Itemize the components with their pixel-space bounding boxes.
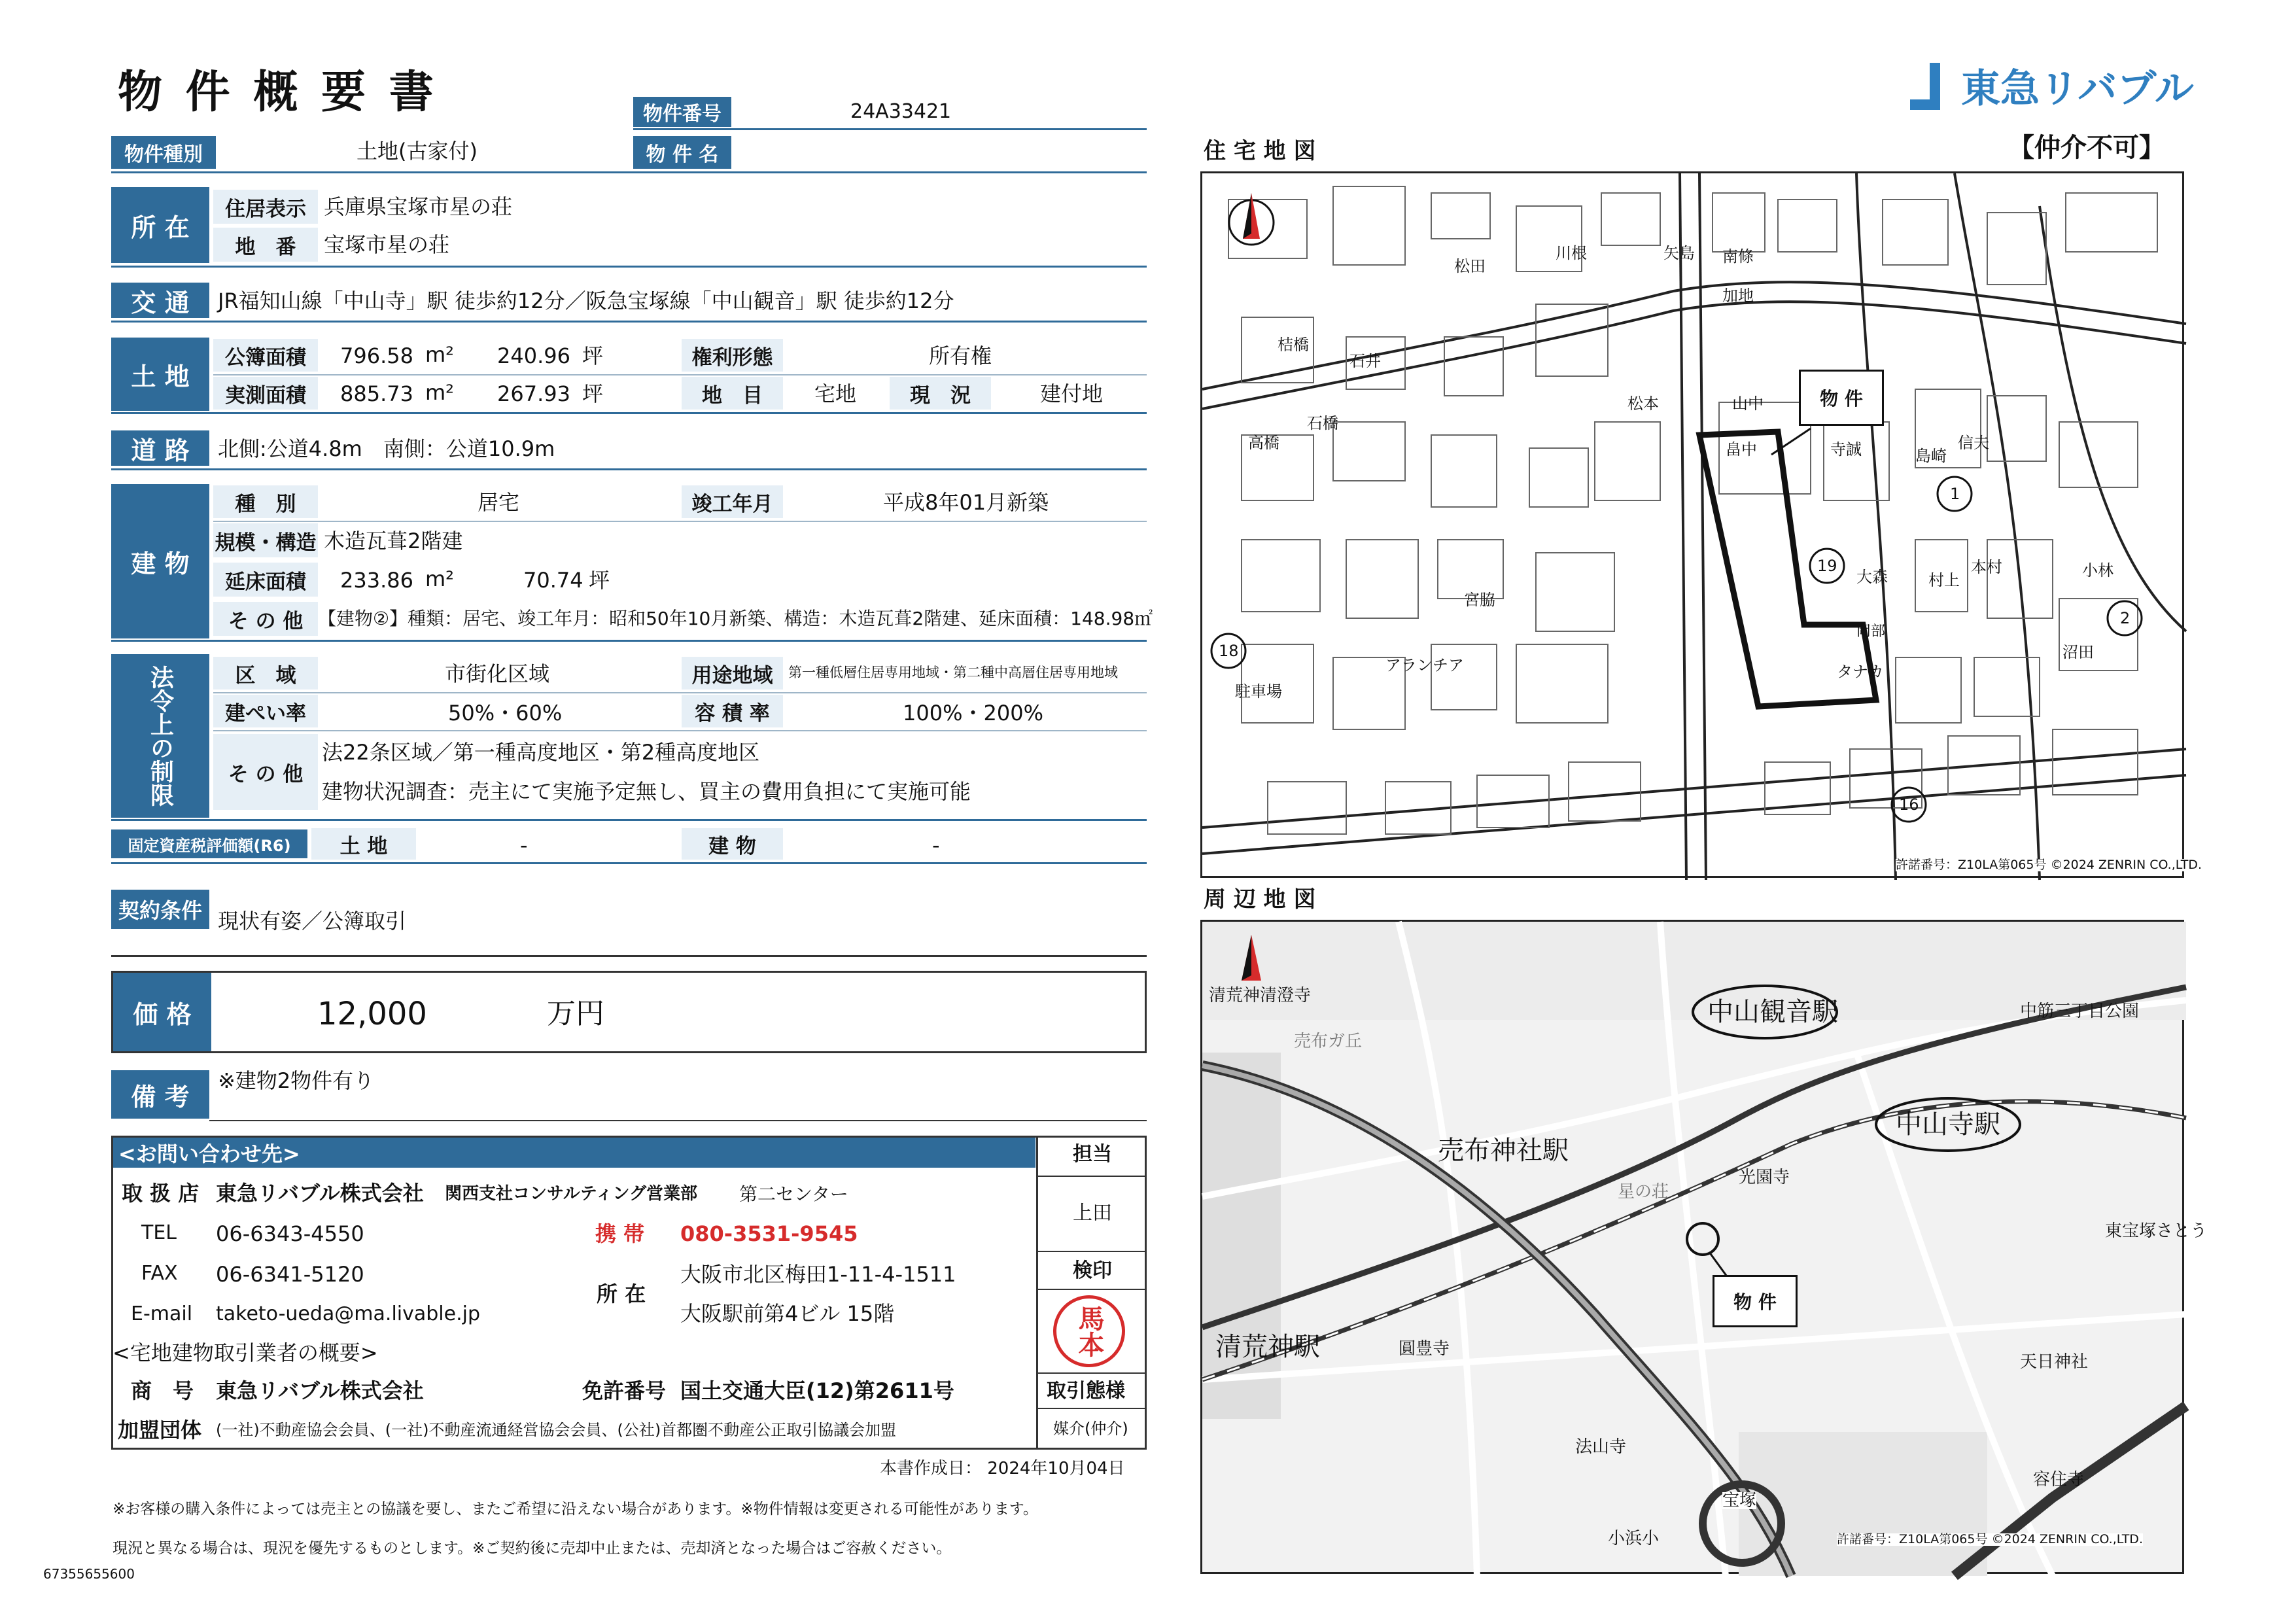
- map-number-18: 18: [1219, 642, 1239, 660]
- building-type-value: 居宅: [478, 490, 520, 515]
- staff-name: 上田: [1073, 1202, 1112, 1225]
- license-value: 国土交通大臣(12)第2611号: [680, 1378, 954, 1403]
- tel-value[interactable]: 06-6343-4550: [216, 1221, 364, 1246]
- road-label: 道 路: [111, 430, 209, 466]
- lot-label: 地 番: [213, 228, 318, 262]
- map-label-hatanaka: 畠中: [1726, 440, 1757, 459]
- mode-label: 取引態様: [1047, 1380, 1125, 1403]
- bcr-label: 建ぺい率: [213, 695, 318, 727]
- land-category-value: 宅地: [814, 381, 857, 406]
- address-label: 住居表示: [213, 190, 318, 224]
- map-label-matsuda: 松田: [1454, 257, 1486, 275]
- legal-other-label: そ の 他: [213, 734, 318, 810]
- handler-branch: 関西支社コンサルティング営業部: [445, 1184, 698, 1204]
- property-callout: [1799, 370, 1884, 426]
- map-label-okabe: 岡部: [1856, 623, 1886, 640]
- land-status-label: 現 況: [890, 377, 991, 410]
- map-label-parking: 駐車場: [1235, 682, 1282, 701]
- map-label-miyawaki: 宮脇: [1464, 591, 1495, 609]
- broker-header: <宅地建物取引業者の概要>: [113, 1340, 378, 1365]
- created-date: 本書作成日： 2024年10月04日: [880, 1459, 1125, 1478]
- building-other-value: 【建物②】種類：居宅、竣工年月：昭和50年10月新築、構造：木造瓦葺2階建、延床面積：148.98㎡: [318, 608, 1153, 629]
- map-label-tanaka: タナカ: [1837, 663, 1884, 681]
- mobile-value[interactable]: 080-3531-9545: [680, 1221, 858, 1246]
- area-property-callout: [1713, 1275, 1798, 1327]
- station-nakayamadera: 中山寺駅: [1896, 1109, 2000, 1140]
- map-number-16: 16: [1899, 795, 1919, 814]
- contract-value: 現状有姿／公簿取引: [218, 909, 407, 934]
- remarks-value: ※建物2物件有り: [218, 1068, 375, 1093]
- floor-area-label: 延床面積: [213, 563, 318, 597]
- map-label-matsumoto: 松本: [1627, 394, 1659, 413]
- name-label: 物 件 名: [633, 136, 731, 169]
- housing-map-title: 住 宅 地 図: [1204, 138, 1316, 164]
- kind-value: 土地(古家付): [357, 139, 478, 164]
- map-number-2: 2: [2120, 609, 2131, 627]
- bcr-value: 50%・60%: [448, 701, 563, 725]
- staff-label: 担当: [1073, 1143, 1112, 1166]
- legal-other-line2: 建物状況調査：売主にて実施予定無し、買主の費用負担にて実施可能: [322, 779, 971, 804]
- access-label: 交 通: [111, 283, 209, 318]
- email-value[interactable]: taketo-ueda@ma.livable.jp: [216, 1302, 481, 1325]
- area-map-copyright: 許諾番号：Z10LA第065号 ©2024 ZENRIN CO.,LTD.: [1837, 1532, 2143, 1546]
- price-box: [111, 971, 1147, 1053]
- map-label-shimazaki: 島崎: [1915, 447, 1947, 465]
- map-label-nanjo: 南條: [1722, 247, 1754, 266]
- floor-area-tsubo-unit: 坪: [589, 568, 610, 593]
- area-label-seichoji: 清荒神清澄寺: [1209, 986, 1312, 1005]
- address-value: 兵庫県宝塚市星の荘: [324, 194, 513, 219]
- built-value: 平成8年01月新築: [883, 490, 1049, 515]
- map-label-omori: 大森: [1856, 568, 1888, 586]
- far-value: 100%・200%: [903, 701, 1043, 725]
- area-label-hoshinoso: 星の荘: [1618, 1182, 1669, 1202]
- measured-area-m2-unit: m²: [425, 380, 454, 405]
- document-code: 67355655600: [43, 1566, 135, 1582]
- lot-value: 宝塚市星の荘: [324, 232, 450, 257]
- road-value: 北側:公道4.8m 南側：公道10.9m: [218, 436, 555, 461]
- contract-label: 契約条件: [111, 890, 209, 929]
- tax-land-label: 土 地: [311, 828, 416, 860]
- map-label-kitsuhashi: 桔橋: [1278, 336, 1309, 354]
- fax-value: 06-6341-5120: [216, 1262, 364, 1287]
- tax-label: 固定資産税評価額(R6): [111, 829, 307, 858]
- area-label-kohama: 小浜小: [1608, 1529, 1660, 1548]
- map-label-motomura: 本村: [1971, 558, 2002, 576]
- approval-seal: [1053, 1295, 1125, 1367]
- map-label-takahashi: 高橋: [1248, 434, 1279, 452]
- use-zone-value: 第一種低層住居専用地域・第二種中高層住居専用地域: [788, 665, 1118, 680]
- contact-header: <お問い合わせ先>: [113, 1138, 1035, 1168]
- official-area-tsubo-unit: 坪: [582, 343, 604, 368]
- area-label-koonji: 光園寺: [1739, 1168, 1790, 1187]
- floor-area-m2: 233.86: [340, 568, 413, 593]
- land-status-value: 建付地: [1040, 381, 1104, 406]
- footer-note-2: 現況と異なる場合は、現況を優先するものとします。※ご契約後に売却中止または、売却済となった場合はご容赦ください。: [113, 1540, 952, 1557]
- no-broker-label: 【仲介不可】: [2008, 133, 2165, 163]
- measured-area-m2: 885.73: [340, 381, 413, 406]
- area-map: [1200, 920, 2208, 1574]
- area-label-tennichi: 天日神社: [2020, 1352, 2089, 1372]
- office-address-label: 所 在: [597, 1282, 646, 1306]
- map-label-terasei: 寺誠: [1830, 440, 1862, 459]
- price-label: 価 格: [113, 973, 211, 1051]
- map-label-kawane: 川根: [1556, 244, 1587, 262]
- tax-building-value: -: [932, 833, 940, 858]
- station-nakayama-kannon: 中山観音駅: [1707, 997, 1838, 1027]
- remarks-label: 備 考: [111, 1070, 209, 1119]
- rights-value: 所有権: [929, 343, 992, 368]
- footer-note-1: ※お客様の購入条件によっては売主との協議を要し、またご希望に沿えない場合があります。※物件情報は変更される可能性があります。: [113, 1501, 1038, 1518]
- map-number-1: 1: [1950, 485, 1960, 503]
- official-area-m2: 796.58: [340, 343, 413, 368]
- structure-label: 規模・構造: [213, 523, 318, 557]
- building-other-label: そ の 他: [213, 602, 318, 636]
- handler-center: 第二センター: [739, 1183, 848, 1205]
- property-callout-text: 物 件: [1820, 388, 1863, 410]
- use-zone-label: 用途地域: [682, 657, 783, 689]
- map-label-numata: 沼田: [2062, 643, 2094, 661]
- kind-label: 物件種別: [111, 136, 216, 169]
- official-area-label: 公簿面積: [213, 339, 318, 372]
- tax-building-label: 建 物: [682, 828, 783, 860]
- zone-label: 区 域: [213, 657, 318, 689]
- association-value: (一社)不動産協会会員、(一社)不動産流通経営協会会員、(公社)首都圏不動産公正取引協議会加盟: [216, 1421, 897, 1439]
- measured-area-label: 実測面積: [213, 377, 318, 410]
- area-label-yojuji: 容住寺: [2033, 1470, 2085, 1490]
- map-label-ishibashi: 石橋: [1307, 414, 1338, 432]
- area-label-mefugaoka: 売布ガ丘: [1294, 1032, 1363, 1051]
- floor-area-m2-unit: m²: [425, 567, 454, 591]
- price-unit: 万円: [547, 997, 604, 1030]
- housing-map-copyright: 許諾番号：Z10LA第065号 ©2024 ZENRIN CO.,LTD.: [1896, 858, 2202, 872]
- map-label-ishii: 石井: [1349, 352, 1381, 370]
- access-value: JR福知山線「中山寺」駅 徒歩約12分／阪急宝塚線「中山観音」駅 徒歩約12分: [218, 288, 954, 313]
- land-category-label: 地 目: [682, 377, 783, 410]
- property-number-label: 物件番号: [633, 97, 731, 127]
- tax-land-value: -: [520, 833, 528, 858]
- area-label-hozanji: 法山寺: [1575, 1437, 1627, 1457]
- floor-area-tsubo: 70.74: [523, 568, 583, 593]
- far-label: 容 積 率: [682, 695, 783, 727]
- mode-value: 媒介(仲介): [1053, 1420, 1128, 1438]
- official-area-m2-unit: m²: [425, 342, 454, 367]
- area-property-callout-text: 物 件: [1733, 1291, 1777, 1313]
- handler-company: 東急リバブル株式会社: [216, 1181, 424, 1206]
- measured-area-tsubo-unit: 坪: [582, 381, 604, 406]
- office-address-line2: 大阪駅前第4ビル 15階: [680, 1301, 895, 1326]
- area-label-takarazuka-ic: 宝塚: [1722, 1491, 1757, 1510]
- fax-label: FAX: [141, 1262, 178, 1285]
- logo-text: 東急リバブル: [1961, 66, 2194, 112]
- station-mefu-jinja: 売布神社駅: [1438, 1136, 1569, 1166]
- map-label-kobayashi: 小林: [2082, 561, 2113, 580]
- map-label-kaji: 加地: [1722, 287, 1754, 305]
- area-label-higashi-takarazuka: 東宝塚さとう: [2105, 1221, 2208, 1241]
- tel-label: TEL: [141, 1221, 177, 1244]
- handler-label: 取 扱 店: [122, 1181, 200, 1206]
- association-label: 加盟団体: [118, 1418, 202, 1442]
- official-area-tsubo: 240.96: [497, 343, 570, 368]
- area-label-park: 中筋三丁目公園: [2020, 1002, 2140, 1021]
- approval-seal-text: 馬本: [1074, 1305, 1104, 1357]
- housing-map: [1200, 171, 2202, 878]
- map-label-yajima: 矢島: [1663, 244, 1695, 262]
- legal-label-text: 法令上の制限: [147, 665, 174, 807]
- rights-label: 権利形態: [682, 339, 783, 372]
- structure-value: 木造瓦葺2階建: [324, 529, 463, 553]
- price-value: 12,000: [317, 996, 427, 1032]
- map-number-19: 19: [1817, 557, 1837, 575]
- seal-label: 検印: [1073, 1259, 1112, 1282]
- measured-area-tsubo: 267.93: [497, 381, 570, 406]
- zone-value: 市街化区域: [445, 661, 550, 686]
- area-map-title: 周 辺 地 図: [1204, 886, 1316, 913]
- office-address-line1: 大阪市北区梅田1-11-4-1511: [680, 1262, 956, 1287]
- trade-name-label: 商 号: [131, 1378, 194, 1403]
- building-label: 建 物: [111, 484, 209, 638]
- map-label-yamanaka: 山中: [1732, 394, 1764, 413]
- legal-other-line1: 法22条区域／第一種高度地区・第2種高度地区: [322, 740, 760, 765]
- station-kiyoshikojin: 清荒神駅: [1215, 1332, 1320, 1362]
- location-label: 所 在: [111, 187, 209, 263]
- property-number: 24A33421: [850, 100, 952, 123]
- area-label-enpoji: 圓豊寺: [1399, 1339, 1450, 1359]
- building-type-label: 種 別: [213, 485, 318, 518]
- legal-label: [111, 654, 209, 818]
- company-logo: [1910, 63, 2194, 119]
- document-title: 物 件 概 要 書: [118, 67, 438, 118]
- trade-name-value: 東急リバブル株式会社: [216, 1378, 424, 1403]
- map-label-nobuo: 信夫: [1958, 434, 1989, 452]
- license-label: 免許番号: [582, 1378, 667, 1403]
- mobile-label: 携 帯: [595, 1221, 645, 1246]
- email-label: E-mail: [131, 1302, 193, 1325]
- land-label: 土 地: [111, 338, 209, 411]
- map-label-murakami: 村上: [1928, 571, 1960, 589]
- map-label-arancia: アランチア: [1385, 656, 1464, 674]
- built-label: 竣工年月: [682, 485, 783, 518]
